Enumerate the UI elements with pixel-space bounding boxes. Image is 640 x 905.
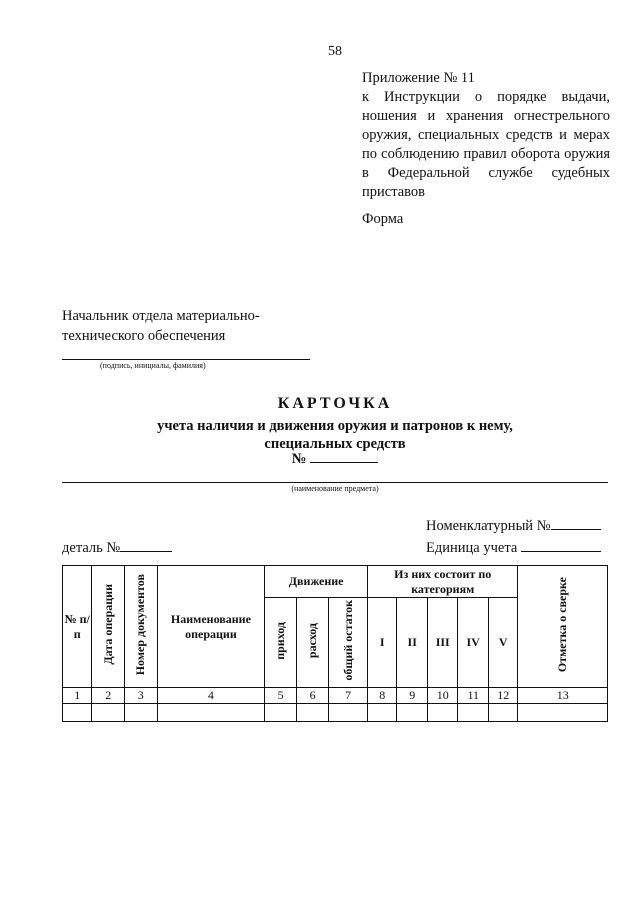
page-number: 58 (328, 44, 342, 59)
card-subtitle-line1: учета наличия и движения оружия и патронов к нему, (157, 418, 513, 434)
table-row (63, 704, 608, 722)
unit-field (426, 537, 601, 557)
table-cell[interactable] (265, 704, 297, 722)
detail-input[interactable] (120, 537, 172, 552)
header-categories: Из них состоит по категориям (367, 566, 517, 598)
col-number: 9 (397, 688, 428, 704)
card-title: КАРТОЧКА (277, 395, 393, 412)
column-number-row (63, 688, 608, 704)
col-number: 13 (518, 688, 608, 704)
item-name-caption: (наименование предмета) (291, 484, 379, 493)
card-number-field[interactable] (310, 450, 378, 463)
detail-label: деталь № (62, 540, 121, 556)
col-number: 2 (92, 688, 125, 704)
col-number: 10 (427, 688, 458, 704)
header-cat-4: IV (458, 598, 489, 688)
col-number: 1 (63, 688, 92, 704)
table-cell[interactable] (518, 704, 608, 722)
header-balance: общий остаток (329, 598, 368, 688)
header-cat-1: I (367, 598, 396, 688)
col-number: 6 (296, 688, 329, 704)
nomenclature-input[interactable] (551, 515, 601, 530)
col-number: 12 (488, 688, 518, 704)
header-cat-2: II (397, 598, 428, 688)
header-date: Дата операции (92, 566, 125, 688)
header-cat-3: III (427, 598, 458, 688)
form-label: Форма (362, 211, 404, 227)
table-cell[interactable] (63, 704, 92, 722)
header-cat-5: V (488, 598, 518, 688)
appendix-body: к Инструкции о порядке выдачи, ношения и хранения огнестрельного оружия, специальных средств и мерах по соблюдению правил оборота оружия в Федеральной службе судебных приставов (362, 89, 610, 200)
detail-field (62, 537, 172, 557)
table-cell[interactable] (427, 704, 458, 722)
table-cell[interactable] (397, 704, 428, 722)
col-number: 3 (125, 688, 158, 704)
header-doc-num: Номер документов (125, 566, 158, 688)
card-number-label: № (291, 451, 307, 467)
table-cell[interactable] (458, 704, 489, 722)
col-number: 11 (458, 688, 489, 704)
card-subtitle-line2: специальных средств (264, 436, 406, 452)
header-income: приход (265, 598, 297, 688)
card-subtitle (0, 417, 640, 453)
table-cell[interactable] (296, 704, 329, 722)
signature-caption: (подпись, инициалы, фамилия) (100, 361, 206, 370)
nomenclature-field (426, 515, 601, 535)
appendix-block (362, 69, 610, 202)
record-table (62, 565, 608, 722)
table-cell[interactable] (157, 704, 265, 722)
header-num: № п/п (63, 566, 92, 688)
col-number: 4 (157, 688, 265, 704)
table-cell[interactable] (92, 704, 125, 722)
unit-label: Единица учета (426, 540, 518, 556)
nomenclature-label: Номенклатурный № (426, 518, 551, 534)
header-expense: расход (296, 598, 329, 688)
signature-line (62, 359, 310, 360)
header-movement: Движение (265, 566, 368, 598)
col-number: 8 (367, 688, 396, 704)
card-number (0, 450, 640, 468)
table-cell[interactable] (367, 704, 396, 722)
header-check: Отметка о сверке (518, 566, 608, 688)
appendix-title: Приложение № 11 (362, 70, 475, 86)
col-number: 7 (329, 688, 368, 704)
table-cell[interactable] (125, 704, 158, 722)
header-op-name: Наименование операции (157, 566, 265, 688)
unit-input[interactable] (521, 537, 601, 552)
col-number: 5 (265, 688, 297, 704)
approver-position: Начальник отдела материально-технического обеспечения (62, 308, 260, 344)
table-cell[interactable] (488, 704, 518, 722)
table-cell[interactable] (329, 704, 368, 722)
item-name-line[interactable] (62, 482, 608, 483)
